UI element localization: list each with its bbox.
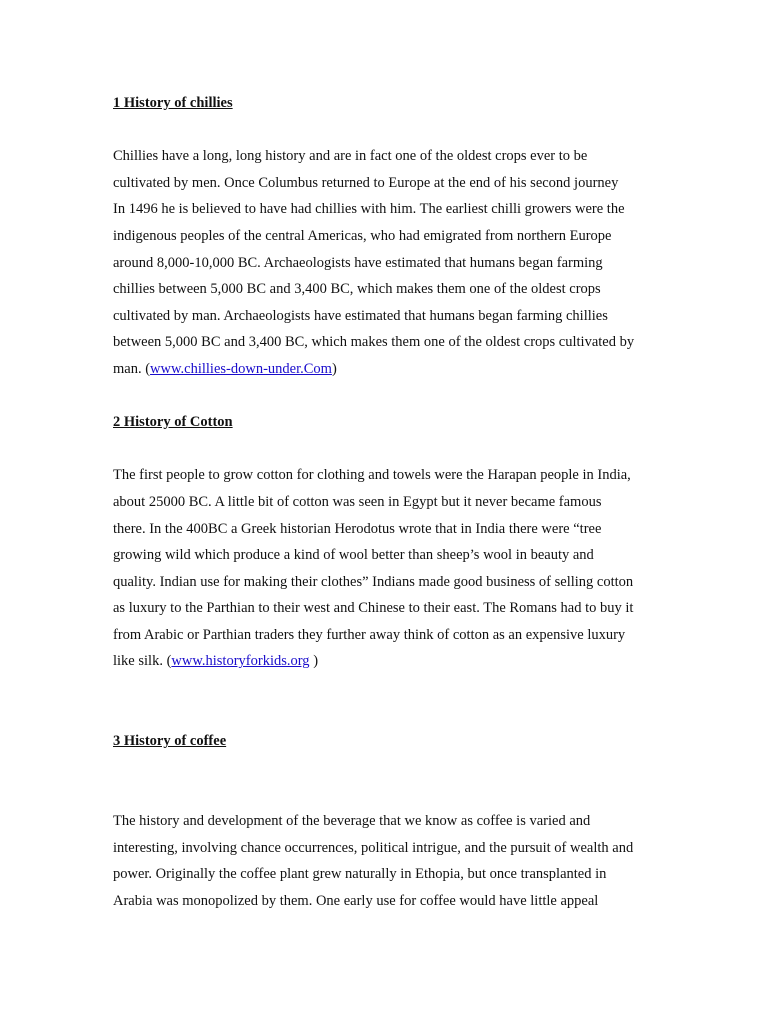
spacer bbox=[113, 675, 661, 728]
text-line: chillies between 5,000 BC and 3,400 BC, which makes them one of the oldest crops bbox=[113, 281, 601, 298]
paragraph-coffee bbox=[113, 808, 661, 914]
text-fragment: ) bbox=[331, 360, 337, 377]
text-line: quality. Indian use for making their clothes” Indians made good business of selling cotton bbox=[113, 573, 634, 590]
text-line: there. In the 400BC a Greek historian Herodotus wrote that in India there were “tree bbox=[113, 520, 602, 537]
source-link-chillies[interactable]: www.chillies-down-under.Com bbox=[150, 360, 332, 377]
text-line-last bbox=[113, 356, 661, 383]
section-heading-chillies: 1 History of chillies bbox=[113, 95, 233, 111]
text-line-last bbox=[113, 648, 661, 675]
source-link-cotton[interactable]: www.historyforkids.org bbox=[171, 653, 310, 670]
text-line: from Arabic or Parthian traders they further away think of cotton as an expensive luxury bbox=[113, 626, 626, 643]
text-line: cultivated by man. Archaeologists have estimated that humans began farming chillies bbox=[113, 307, 608, 324]
text-line: as luxury to the Parthian to their west and Chinese to their east. The Romans had to buy it bbox=[113, 600, 634, 617]
document-page bbox=[113, 90, 661, 914]
text-line: growing wild which produce a kind of wool better than sheep’s wool in beauty and bbox=[113, 547, 594, 564]
text-line: indigenous peoples of the central Americas, who had emigrated from northern Europe bbox=[113, 227, 612, 244]
text-line: around 8,000-10,000 BC. Archaeologists have estimated that humans began farming bbox=[113, 254, 603, 271]
text-line: Arabia was monopolized by them. One early use for coffee would have little appeal bbox=[113, 892, 599, 909]
text-fragment: like silk. ( bbox=[113, 653, 172, 670]
text-line: In 1496 he is believed to have had chillies with him. The earliest chilli growers were the bbox=[113, 201, 625, 218]
text-line: cultivated by men. Once Columbus returned to Europe at the end of his second journey bbox=[113, 174, 619, 191]
spacer bbox=[113, 383, 661, 410]
section-heading-coffee: 3 History of coffee bbox=[113, 733, 227, 750]
text-line: The first people to grow cotton for clothing and towels were the Harapan people in India, bbox=[113, 467, 631, 484]
text-line: about 25000 BC. A little bit of cotton was seen in Egypt but it never became famous bbox=[113, 493, 602, 510]
text-line: power. Originally the coffee plant grew naturally in Ethopia, but once transplanted in bbox=[113, 866, 607, 883]
text-fragment: man. ( bbox=[113, 360, 151, 377]
spacer bbox=[113, 436, 661, 463]
paragraph-chillies bbox=[113, 143, 661, 382]
spacer bbox=[113, 117, 661, 144]
text-line: Chillies have a long, long history and are in fact one of the oldest crops ever to be bbox=[113, 148, 588, 165]
text-line: The history and development of the beverage that we know as coffee is varied and bbox=[113, 813, 591, 830]
section-heading-cotton: 2 History of Cotton bbox=[113, 414, 233, 431]
text-line: interesting, involving chance occurrences, political intrigue, and the pursuit of wealth and bbox=[113, 839, 634, 856]
spacer bbox=[113, 755, 661, 808]
text-fragment: ) bbox=[309, 653, 319, 670]
text-line: between 5,000 BC and 3,400 BC, which makes them one of the oldest crops cultivated by bbox=[113, 334, 635, 351]
paragraph-cotton bbox=[113, 462, 661, 675]
